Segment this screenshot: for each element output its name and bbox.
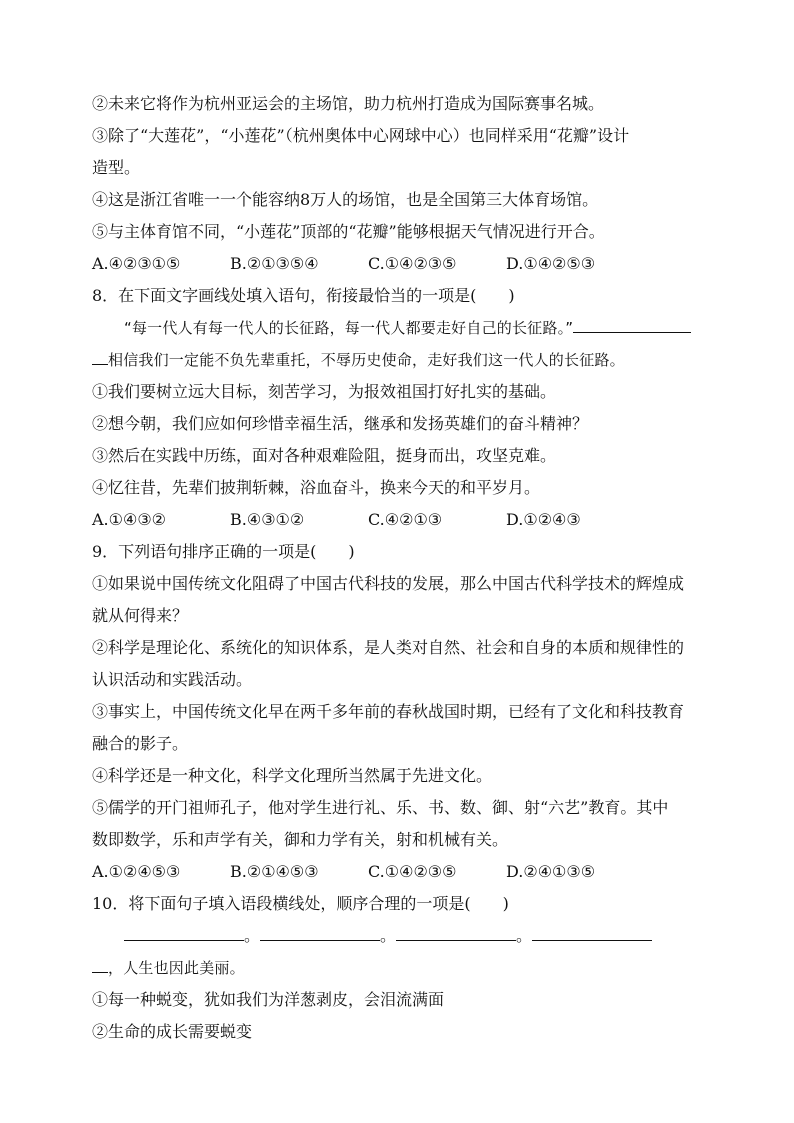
q7-sentence-3-line-2: 造型。 [92, 158, 141, 177]
q8-sentence-3: ③然后在实践中历练，面对各种艰难险阻，挺身而出，攻坚克难。 [92, 446, 557, 465]
q10-stem: 10．将下面句子填入语段横线处，顺序合理的一项是( ) [92, 894, 509, 913]
q10-blank-1[interactable] [124, 922, 244, 941]
q8-answer-blank-cont[interactable] [92, 346, 108, 365]
q9-stem: 9．下列语句排序正确的一项是( ) [92, 542, 355, 561]
q8-option-b[interactable]: B.④③①② [230, 510, 305, 529]
q9-options [92, 856, 702, 888]
q8-options [92, 504, 702, 536]
q7-option-b[interactable]: B.②①③⑤④ [230, 254, 319, 273]
q10-period-1: 。 [244, 926, 261, 945]
q9-sentence-1-line-2: 就从何得来？ [92, 606, 189, 625]
q8-quote-continuation: 相信我们一定能不负先辈重托，不辱历史使命，走好我们这一代人的长征路。 [108, 351, 625, 369]
q8-option-c[interactable]: C.④②①③ [368, 510, 443, 529]
q8-sentence-4: ④忆往昔，先辈们披荆斩棘，浴血奋斗，换来今天的和平岁月。 [92, 478, 541, 497]
q8-quote-line-2 [92, 344, 702, 376]
q7-sentence-5: ⑤与主体育馆不同，“小莲花”顶部的“花瓣”能够根据天气情况进行开合。 [92, 222, 605, 241]
q10-period-3: 。 [516, 926, 533, 945]
q7-sentence-2: ②未来它将作为杭州亚运会的主场馆，助力杭州打造成为国际赛事名城。 [92, 94, 605, 113]
q7-option-a[interactable]: A.④②③①⑤ [92, 254, 181, 273]
q9-sentence-2-line-1: ②科学是理论化、系统化的知识体系，是人类对自然、社会和自身的本质和规律性的 [92, 638, 685, 657]
q10-blanks-line [92, 920, 702, 952]
q9-sentence-3-line-1: ③事实上，中国传统文化早在两千多年前的春秋战国时期，已经有了文化和科技教育 [92, 702, 685, 721]
q9-option-c[interactable]: C.①④②③⑤ [368, 862, 457, 881]
q9-option-d[interactable]: D.②④①③⑤ [506, 862, 596, 881]
q10-tail-text: ，人生也因此美丽。 [108, 959, 245, 977]
q10-blank-4-cont[interactable] [92, 954, 108, 973]
q8-quote-line-1 [92, 312, 702, 344]
q8-stem: 8．在下面文字画线处填入语句，衔接最恰当的一项是( ) [92, 286, 515, 305]
q9-sentence-5-line-2: 数即数学，乐和声学有关，御和力学有关，射和机械有关。 [92, 830, 509, 849]
q7-options [92, 248, 702, 280]
q9-sentence-3-line-2: 融合的影子。 [92, 734, 189, 753]
q7-option-c[interactable]: C.①④②③⑤ [368, 254, 457, 273]
q7-sentence-4: ④这是浙江省唯一一个能容纳8万人的场馆，也是全国第三大体育场馆。 [92, 190, 599, 209]
q10-blank-3[interactable] [396, 922, 516, 941]
q10-blank-4[interactable] [532, 922, 652, 941]
q9-option-a[interactable]: A.①②④⑤③ [92, 862, 181, 881]
exam-page [92, 88, 702, 1048]
q8-sentence-1: ①我们要树立远大目标，刻苦学习，为报效祖国打好扎实的基础。 [92, 382, 557, 401]
q7-option-d[interactable]: D.①④②⑤③ [506, 254, 596, 273]
q9-option-b[interactable]: B.②①④⑤③ [230, 862, 319, 881]
q9-sentence-2-line-2: 认识活动和实践活动。 [92, 670, 253, 689]
q10-period-2: 。 [380, 926, 397, 945]
q9-sentence-4: ④科学还是一种文化，科学文化理所当然属于先进文化。 [92, 766, 493, 785]
q9-sentence-1-line-1: ①如果说中国传统文化阻碍了中国古代科技的发展，那么中国古代科学技术的辉煌成 [92, 574, 685, 593]
q10-sentence-2: ②生命的成长需要蜕变 [92, 1022, 253, 1041]
q10-sentence-1: ①每一种蜕变，犹如我们为洋葱剥皮，会泪流满面 [92, 990, 445, 1009]
q8-option-a[interactable]: A.①④③② [92, 510, 167, 529]
q10-blank-2[interactable] [260, 922, 380, 941]
q9-sentence-5-line-1: ⑤儒学的开门祖师孔子，他对学生进行礼、乐、书、数、御、射“六艺”教育。其中 [92, 798, 669, 817]
q7-sentence-3-line-1: ③除了“大莲花”，“小莲花”（杭州奥体中心网球中心）也同样采用“花瓣”设计 [92, 126, 630, 145]
q8-sentence-2: ②想今朝，我们应如何珍惜幸福生活，继承和发扬英雄们的奋斗精神？ [92, 414, 589, 433]
q8-quote-text: “每一代人有每一代人的长征路，每一代人都要走好自己的长征路。” [124, 319, 574, 337]
q8-answer-blank[interactable] [573, 314, 691, 333]
q10-tail-line [92, 952, 702, 984]
q8-option-d[interactable]: D.①②④③ [506, 510, 581, 529]
